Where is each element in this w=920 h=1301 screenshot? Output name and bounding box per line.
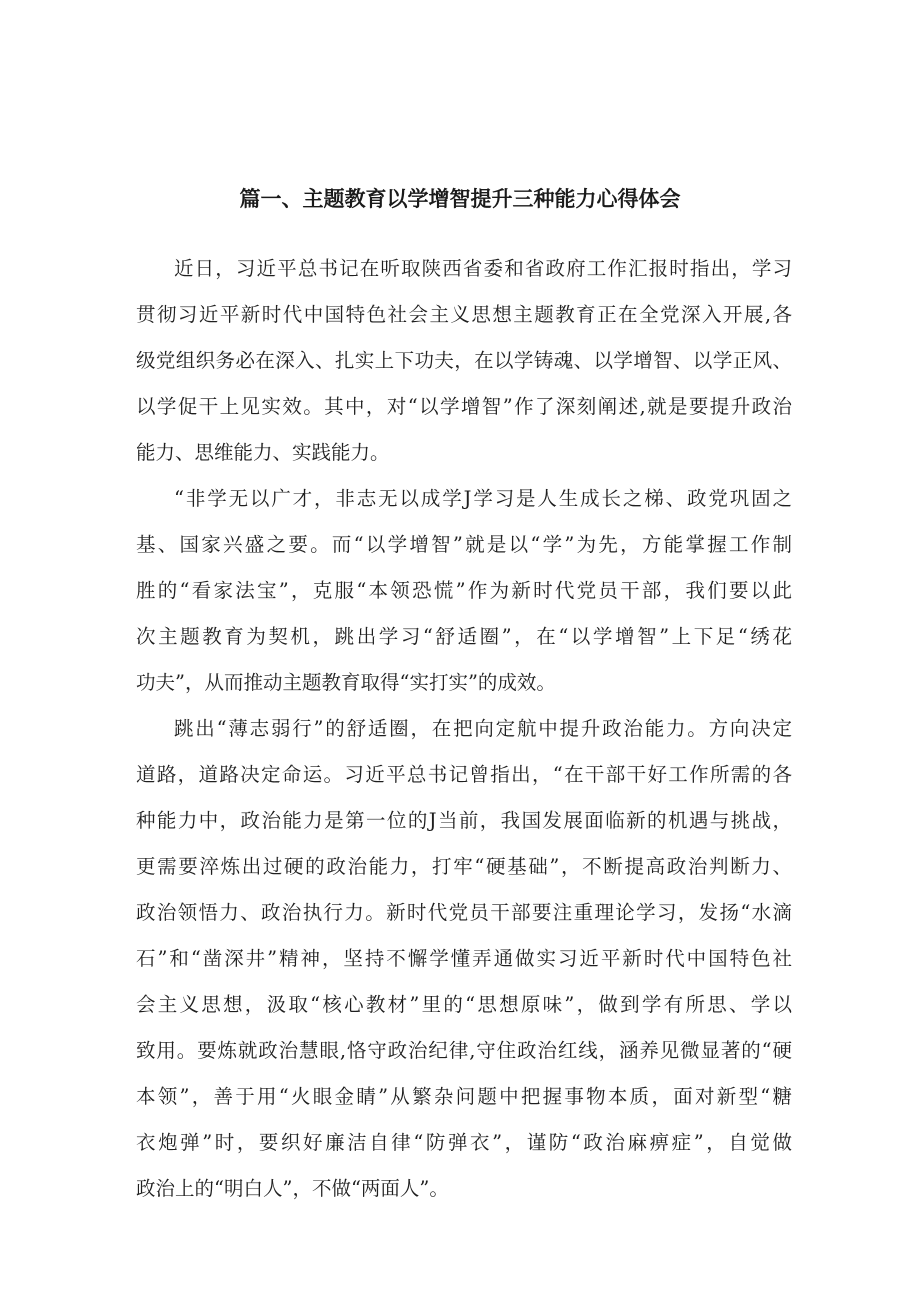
paragraph-3-line-6: 石”和“凿深井”精神，坚持不懈学懂弄通做实习近平新时代中国特色社 (136, 947, 792, 970)
paragraph-3-line-3: 种能力中，政治能力是第一位的J当前，我国发展面临新的机遇与挑战， (136, 809, 792, 832)
paragraph-3-line-9: 本领”，善于用“火眼金睛”从繁杂问题中把握事物本质，面对新型“糖 (136, 1085, 792, 1108)
paragraph-3-line-10: 衣炮弹”时，要织好廉洁自律“防弹衣”，谨防“政治麻痹症”，自觉做 (136, 1131, 792, 1154)
paragraph-2-line-3: 胜的“看家法宝”，克服“本领恐慌”作为新时代党员干部，我们要以此 (136, 579, 792, 602)
paragraph-2-line-4: 次主题教育为契机，跳出学习“舒适圈”，在“以学增智”上下足“绣花 (136, 625, 792, 648)
paragraph-2-line-5: 功夫”，从而推动主题教育取得“实打实”的成效。 (136, 671, 556, 694)
paragraph-1-line-4: 以学促干上见实效。其中，对“以学增智”作了深刻阐述,就是要提升政治 (136, 395, 792, 418)
paragraph-1-line-1: 近日，习近平总书记在听取陕西省委和省政府工作汇报时指出，学习 (174, 257, 792, 280)
paragraph-1-line-3: 级党组织务必在深入、扎实上下功夫，在以学铸魂、以学增智、以学正风、 (136, 349, 792, 372)
paragraph-2-line-2: 基、国家兴盛之要。而“以学增智”就是以“学”为先，方能掌握工作制 (136, 533, 792, 556)
paragraph-3-line-5: 政治领悟力、政治执行力。新时代党员干部要注重理论学习，发扬“水滴 (136, 901, 792, 924)
paragraph-1-line-5: 能力、思维能力、实践能力。 (136, 441, 390, 464)
paragraph-3-line-4: 更需要淬炼出过硬的政治能力，打牢“硬基础”，不断提高政治判断力、 (136, 855, 792, 878)
document-title: 篇一、主题教育以学增智提升三种能力心得体会 (239, 187, 681, 211)
paragraph-2-line-1: “非学无以广才，非志无以成学J学习是人生成长之梯、政党巩固之 (174, 487, 792, 510)
paragraph-3-line-7: 会主义思想，汲取“核心教材”里的“思想原味”，做到学有所思、学以 (136, 993, 792, 1016)
paragraph-3-line-1: 跳出“薄志弱行”的舒适圈，在把向定航中提升政治能力。方向决定 (174, 717, 792, 740)
paragraph-1-line-2: 贯彻习近平新时代中国特色社会主义思想主题教育正在全党深入开展,各 (136, 303, 792, 326)
paragraph-3-line-2: 道路，道路决定命运。习近平总书记曾指出，“在干部干好工作所需的各 (136, 763, 792, 786)
paragraph-3-line-11: 政治上的“明白人”，不做“两面人”。 (136, 1177, 449, 1200)
paragraph-3-line-8: 致用。要炼就政治慧眼,恪守政治纪律,守住政治红线，涵养见微显著的“硬 (136, 1039, 792, 1062)
